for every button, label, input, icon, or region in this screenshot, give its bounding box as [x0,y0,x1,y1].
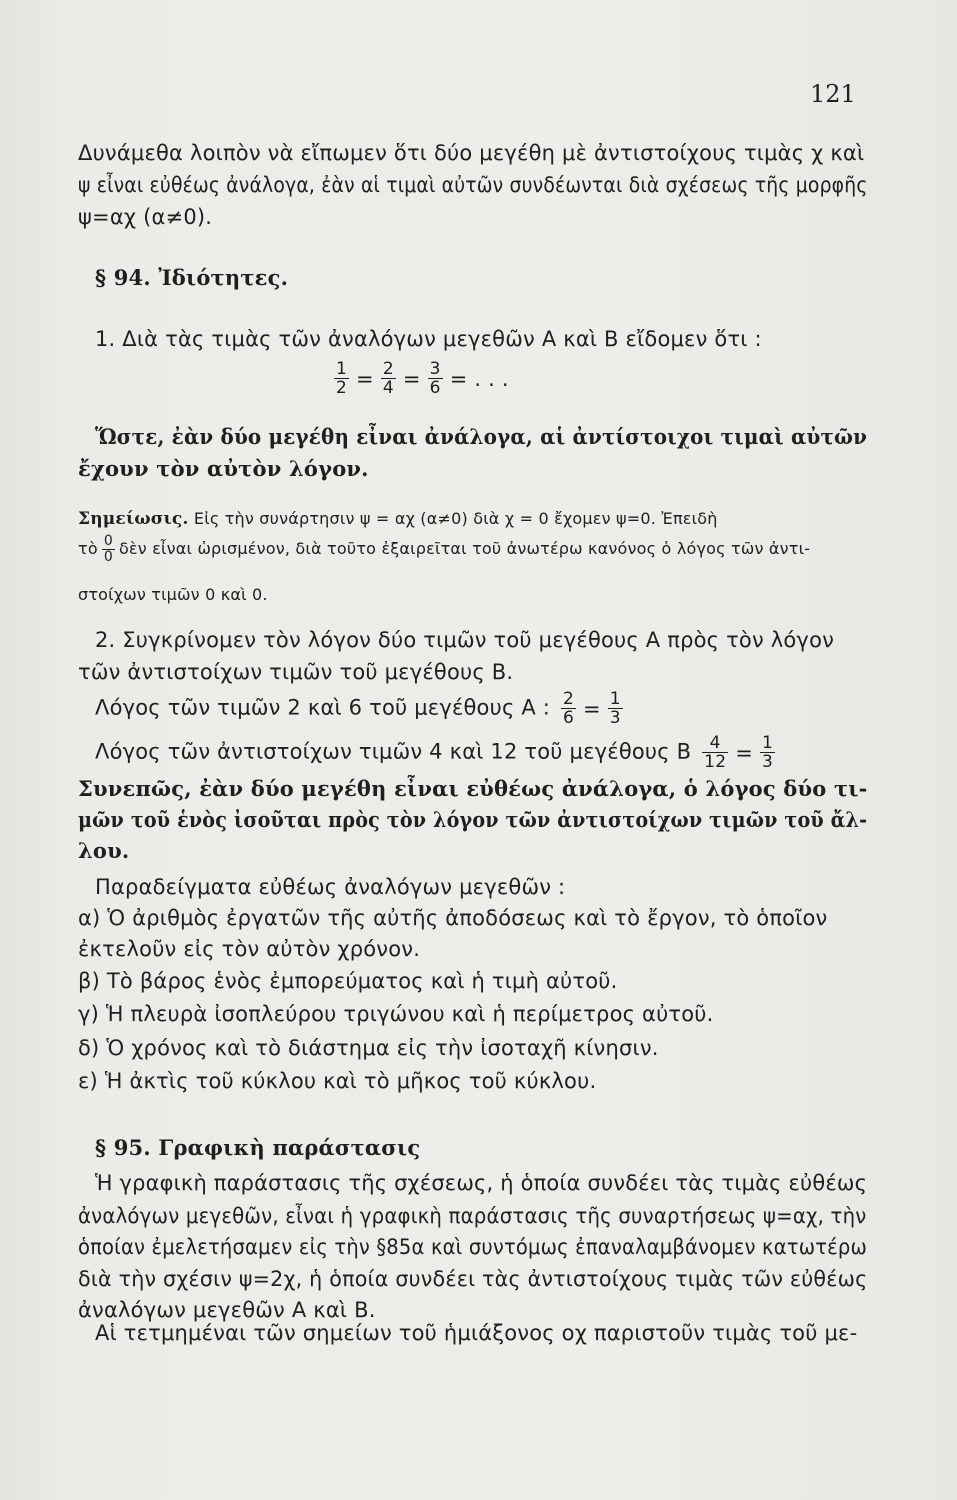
rule2-line3: λου. [78,838,130,863]
ratio-equation: $\frac{1}{2}$ = $\frac{2}{4}$ = $\frac{3}{6}$ = . . . [336,359,509,398]
fraction-numerator: 1 [609,689,621,709]
fraction-denominator: 12 [704,752,727,772]
ratioB-text: Λόγος τῶν ἀντιστοίχων τιμῶν 4 καὶ 12 τοῦ μεγέθους Β [95,739,692,764]
fraction-numerator: 2 [382,359,394,379]
page-number: 121 [810,80,856,108]
note-line2-pre: τὸ [78,539,98,558]
ratioA-text: Λόγος τῶν τιμῶν 2 καὶ 6 τοῦ μεγέθους Α : [95,695,551,720]
para95-line5: ἀναλόγων μεγεθῶν Α καὶ Β. [78,1298,376,1322]
fraction-1-3 [760,734,775,771]
fraction-denominator: 4 [382,378,394,398]
example-a-line2: ἐκτελοῦν εἰς τὸν αὐτὸν χρόνον. [78,937,421,961]
example-e: ε) Ἡ ἀκτὶς τοῦ κύκλου καὶ τὸ μῆκος τοῦ κύκλου. [78,1069,597,1093]
item1-text: 1. Διὰ τὰς τιμὰς τῶν ἀναλόγων μεγεθῶν Α καὶ Β εἴδομεν ὅτι : [95,327,762,351]
fraction-1-2 [334,360,349,397]
examples-title: Παραδείγματα εὐθέως ἀναλόγων μεγεθῶν : [95,875,566,899]
note-line2 [78,534,810,565]
item2-line1: 2. Συγκρίνομεν τὸν λόγον δύο τιμῶν τοῦ μεγέθους Α πρὸς τὸν λόγον [95,628,835,652]
fraction-numerator: 4 [702,734,728,753]
note-line1 [78,506,718,532]
rule1-line2: ἔχουν τὸν αὐτὸν λόγον. [78,456,369,481]
rule2-line1: Συνεπῶς, ἐὰν δύο μεγέθη εἶναι εὐθέως ἀνάλογα, ὁ λόγος δύο τι- [78,776,868,801]
section-95-heading: § 95. Γραφικὴ παράστασις [95,1135,421,1160]
fraction-3-6 [428,360,443,397]
fraction-numerator: 1 [336,359,348,379]
fraction-denominator: 2 [336,378,348,398]
example-c: γ) Ἡ πλευρὰ ἰσοπλεύρου τριγώνου καὶ ἡ περίμετρος αὐτοῦ. [78,1002,714,1026]
para1-line3: ψ=αχ (α≠0). [78,205,213,229]
note-line2-text: δὲν εἶναι ὡρισμένον, διὰ τοῦτο ἐξαιρεῖται τοῦ ἀνωτέρω κανόνος ὁ λόγος τῶν ἀντι- [118,539,811,558]
ratioA-line: Λόγος τῶν τιμῶν 2 καὶ 6 τοῦ μεγέθους Α : $\frac{2}{6}$ = $\frac{1}{3}$ [95,689,621,728]
para95-line1: Ἡ γραφικὴ παράστασις τῆς σχέσεως, ἡ ὁποία συνδέει τὰς τιμὰς εὐθέως [95,1171,868,1195]
example-a-line1: α) Ὁ ἀριθμὸς ἐργατῶν τῆς αὐτῆς ἀποδόσεως καὶ τὸ ἔργον, τὸ ὁποῖον [78,906,828,930]
fraction-2-4 [381,360,396,397]
rule2-line2: μῶν τοῦ ἑνὸς ἰσοῦται πρὸς τὸν λόγον τῶν ἀντιστοίχων τιμῶν τοῦ ἄλ- [78,807,868,832]
note-line1-text: Εἰς τὴν συνάρτησιν ψ = αχ (α≠0) διὰ χ = 0 ἔχομεν ψ=0. Ἐπειδὴ [193,509,718,528]
fraction-numerator: 0 [103,533,113,549]
note-label: Σημείωσις. [78,509,189,529]
fraction-zero-over-zero [102,534,115,565]
fraction-denominator: 6 [429,378,441,398]
ratio-tail: = . . . [449,366,509,391]
note-line3: στοίχων τιμῶν 0 καὶ 0. [78,585,268,604]
item2-line2: τῶν ἀντιστοίχων τιμῶν τοῦ μεγέθους Β. [78,660,514,684]
fraction-4-12 [702,734,728,771]
para1-line2: ψ εἶναι εὐθέως ἀνάλογα, ἐὰν αἱ τιμαὶ αὐτῶν συνδέωνται διὰ σχέσεως τῆς μορφῆς [78,173,868,197]
fraction-1-3 [608,690,623,727]
para95-line6: Αἱ τετμημέναι τῶν σημείων τοῦ ἡμιάξονος οχ παριστοῦν τιμὰς τοῦ με- [95,1321,858,1345]
fraction-numerator: 3 [429,359,441,379]
fraction-denominator: 3 [762,752,774,772]
para95-line2: ἀναλόγων μεγεθῶν, εἶναι ἡ γραφικὴ παράστασις τῆς συναρτήσεως ψ=αχ, τὴν [78,1204,867,1228]
fraction-2-6 [561,690,576,727]
para95-line4: διὰ τὴν σχέσιν ψ=2χ, ἡ ὁποία συνδέει τὰς ἀντιστοίχους τιμὰς τῶν εὐθέως [78,1267,868,1291]
fraction-denominator: 0 [103,549,113,565]
ratioB-line: Λόγος τῶν ἀντιστοίχων τιμῶν 4 καὶ 12 τοῦ μεγέθους Β $\frac{4}{12}$ = $\frac{1}{3}$ [95,733,774,772]
example-d: δ) Ὁ χρόνος καὶ τὸ διάστημα εἰς τὴν ἰσοταχῆ κίνησιν. [78,1036,659,1060]
fraction-denominator: 6 [562,708,574,728]
para95-line3: ὁποίαν ἐμελετήσαμεν εἰς τὴν §85α καὶ συντόμως ἐπαναλαμβάνομεν κατωτέρω [78,1235,867,1259]
fraction-numerator: 1 [762,733,774,753]
section-94-heading: § 94. Ἰδιότητες. [95,265,289,290]
rule1-line1: Ὥστε, ἐὰν δύο μεγέθη εἶναι ἀνάλογα, αἱ ἀντίστοιχοι τιμαὶ αὐτῶν [95,424,868,449]
example-b: β) Τὸ βάρος ἑνὸς ἐμπορεύματος καὶ ἡ τιμὴ αὐτοῦ. [78,969,618,993]
fraction-numerator: 2 [562,689,574,709]
para1-line1: Δυνάμεθα λοιπὸν νὰ εἴπωμεν ὅτι δύο μεγέθη μὲ ἀντιστοίχους τιμὰς χ καὶ [78,141,865,165]
fraction-denominator: 3 [609,708,621,728]
